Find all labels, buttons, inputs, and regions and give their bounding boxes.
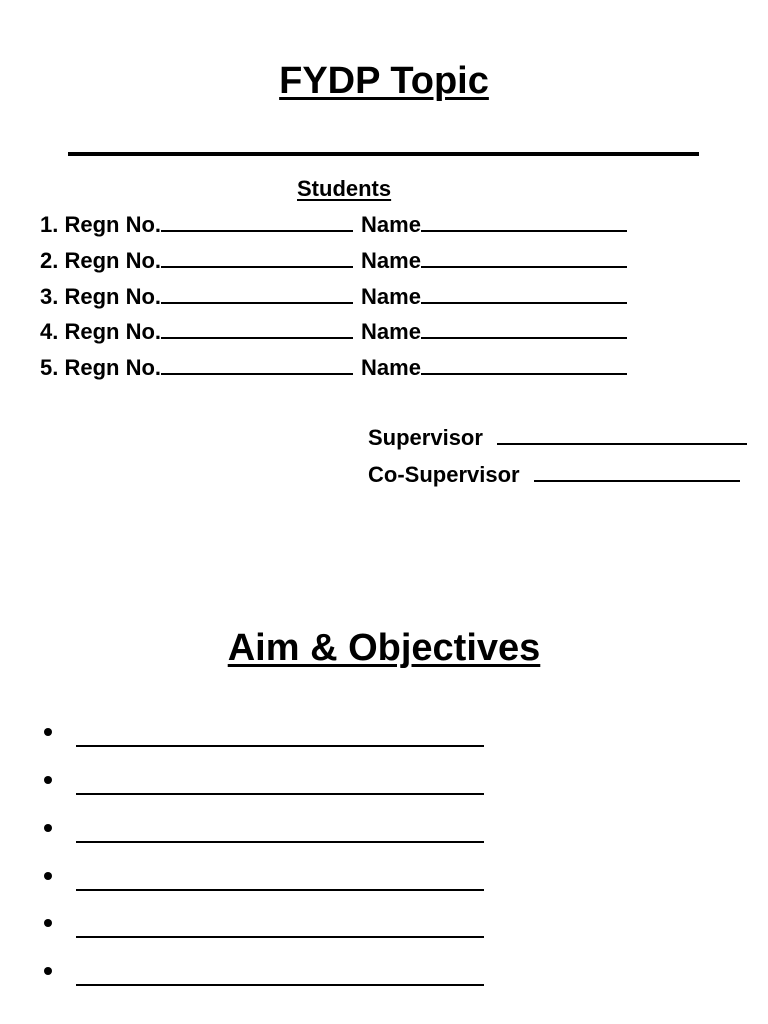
co-supervisor-label: Co-Supervisor [368,462,520,487]
students-heading: Students [297,176,392,201]
name-label: Name [361,284,421,309]
page-title: FYDP Topic [279,60,489,102]
regn-blank[interactable] [161,319,353,339]
supervisor-blank[interactable] [497,425,747,445]
supervisor-label: Supervisor [368,425,483,450]
name-blank[interactable] [421,319,627,339]
objective-blank[interactable] [76,745,484,747]
bullet-icon [44,872,52,880]
objective-blank[interactable] [76,984,484,986]
name-blank[interactable] [421,212,627,232]
bullet-icon [44,824,52,832]
student-row [40,212,627,238]
student-row [40,284,627,310]
bullet-icon [44,728,52,736]
objective-blank[interactable] [76,936,484,938]
bullet-icon [44,919,52,927]
name-blank[interactable] [421,284,627,304]
regn-label: 5. Regn No. [40,355,162,380]
name-label: Name [361,212,421,237]
regn-label: 1. Regn No. [40,212,162,237]
objective-blank[interactable] [76,889,484,891]
objective-blank[interactable] [76,793,484,795]
student-row [40,355,627,381]
aims-heading: Aim & Objectives [227,627,541,669]
student-row [40,319,627,345]
regn-label: 2. Regn No. [40,248,162,273]
bullet-icon [44,967,52,975]
objective-blank[interactable] [76,841,484,843]
regn-label: 4. Regn No. [40,319,162,344]
name-label: Name [361,355,421,380]
co-supervisor-row [368,462,740,488]
name-label: Name [361,319,421,344]
student-row [40,248,627,274]
supervisor-row [368,425,747,451]
name-label: Name [361,248,421,273]
regn-blank[interactable] [161,212,353,232]
name-blank[interactable] [421,248,627,268]
bullet-icon [44,776,52,784]
regn-blank[interactable] [161,284,353,304]
regn-blank[interactable] [161,248,353,268]
name-blank[interactable] [421,355,627,375]
regn-blank[interactable] [161,355,353,375]
regn-label: 3. Regn No. [40,284,162,309]
co-supervisor-blank[interactable] [534,462,740,482]
topic-blank-line[interactable] [68,152,699,156]
